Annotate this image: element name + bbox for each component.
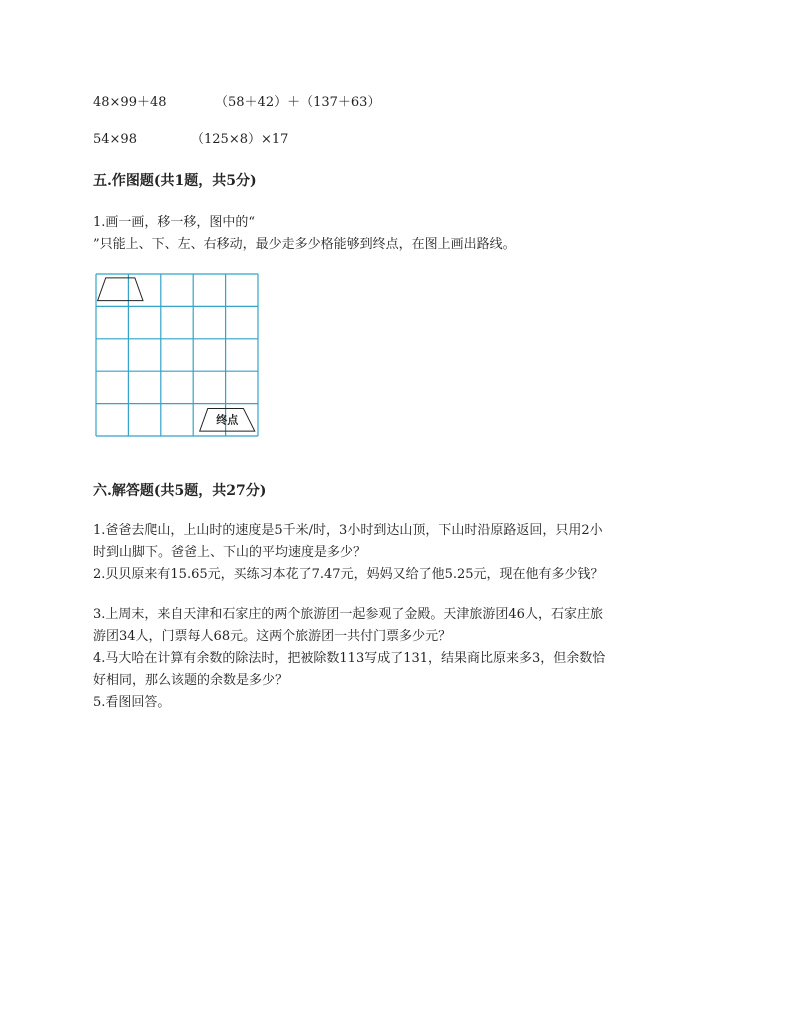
- grid-lines: [96, 274, 258, 436]
- question-6-5: 5.看图回答。: [93, 695, 171, 710]
- question-5-1-line-1: 1.画一画，移一移，图中的“: [93, 215, 256, 230]
- end-point-label: 终点: [216, 413, 239, 427]
- expression-sum-of-groups: （58＋42）＋（137＋63）: [215, 95, 381, 110]
- question-5-1-line-2: ”只能上、下、左、右移动，最少走多少格能够到终点，在图上画出路线。: [93, 237, 516, 252]
- expression-48x99-plus-48: 48×99＋48: [93, 95, 167, 110]
- grid-svg: [95, 273, 259, 437]
- question-6-3-line-2: 游团34人，门票每人68元。这两个旅游团一共付门票多少元？: [93, 629, 452, 644]
- start-trapezoid: [98, 278, 143, 301]
- question-6-1-line-2: 时到山脚下。爸爸上、下山的平均速度是多少？: [93, 545, 367, 560]
- question-6-2: 2.贝贝原来有15.65元，买练习本花了7.47元，妈妈又给了他5.25元，现在他有多少钱？: [93, 567, 604, 582]
- question-6-4-line-2: 好相同，那么该题的余数是多少？: [93, 673, 289, 688]
- section-heading-drawing: 五.作图题(共1题，共5分): [93, 173, 257, 189]
- question-6-3-line-1: 3.上周末，来自天津和石家庄的两个旅游团一起参观了金殿。天津旅游团46人，石家庄旅: [93, 607, 603, 622]
- movement-grid: [95, 273, 259, 437]
- expression-125x8x17: （125×8）×17: [191, 132, 289, 147]
- section-heading-solve: 六.解答题(共5题，共27分): [93, 483, 267, 499]
- question-6-4-line-1: 4.马大哈在计算有余数的除法时，把被除数113写成了131，结果商比原来多3，但余数恰: [93, 651, 606, 666]
- question-6-1-line-1: 1.爸爸去爬山，上山时的速度是5千米/时，3小时到达山顶，下山时沿原路返回，只用2小: [93, 523, 603, 538]
- end-trapezoid: [200, 408, 255, 431]
- expression-54x98: 54×98: [93, 132, 137, 147]
